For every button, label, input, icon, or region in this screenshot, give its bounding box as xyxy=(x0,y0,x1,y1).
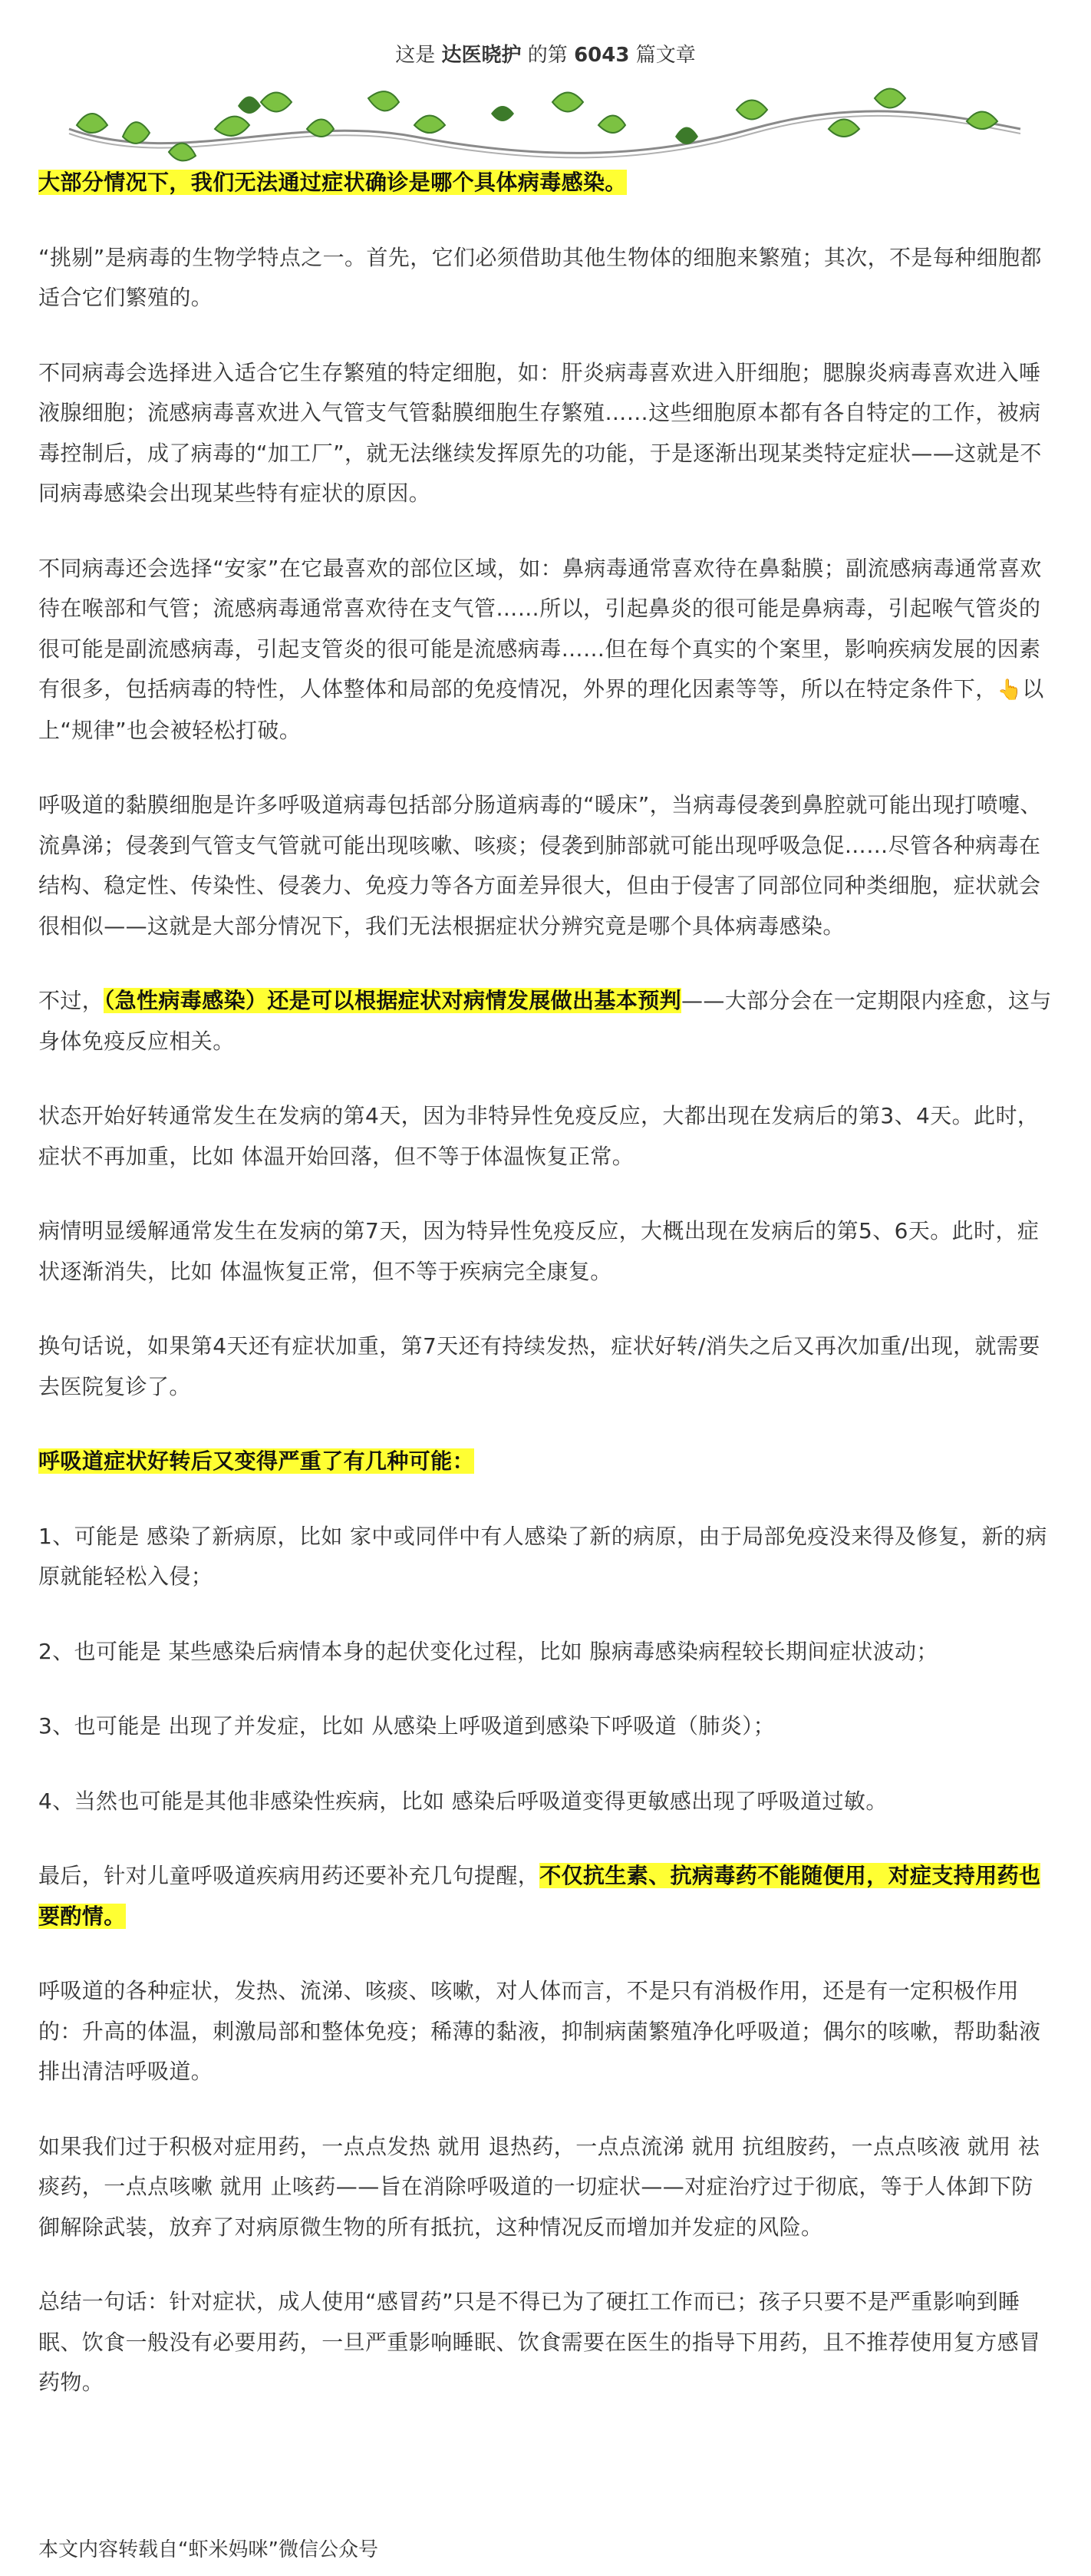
paragraph-text: 不同病毒还会选择“安家”在它最喜欢的部位区域，如：鼻病毒通常喜欢待在鼻黏膜；副流感病毒通常喜欢待在喉部和气管；流感病毒通常喜欢待在支气管……所以，引起鼻炎的很可能是鼻病毒，引起喉气管炎的很可能是副流感病毒，引起支管炎的很可能是流感病毒……但在每个真实的个案里，影响疾病发展的因素有很多，包括病毒的特性，人体整体和局部的免疫情况，外界的理化因素等等，所以在特定条件下， xyxy=(38,555,1042,702)
list-item: 1、可能是 感染了新病原，比如 家中或同伴中有人感染了新的病原，由于局部免疫没来得及修复，新的病原就能轻松入侵； xyxy=(38,1523,1047,1589)
paragraph-text: 以上“规律”也会被轻松打破。 xyxy=(38,676,1044,743)
paragraph: 病情明显缓解通常发生在发病的第7天，因为特异性免疫反应，大概出现在发病后的第5、6天。此时，症状逐渐消失，比如 体温恢复正常，但不等于疾病完全康复。 xyxy=(38,1218,1040,1284)
highlighted-text: 大部分情况下，我们无法通过症状确诊是哪个具体病毒感染。 xyxy=(38,170,627,195)
vine-leaves-decoration-icon xyxy=(61,83,1030,167)
article-count-header xyxy=(0,40,1091,71)
paragraph xyxy=(38,1856,1053,1937)
paragraph: 呼吸道的各种症状，发热、流涕、咳痰、咳嗽，对人体而言，不是只有消极作用，还是有一定积极作用的：升高的体温，刺激局部和整体免疫；稀薄的黏液，抑制病菌繁殖净化呼吸道；偶尔的咳嗽，帮助黏液排出清洁呼吸道。 xyxy=(38,1978,1041,2084)
intro-headline xyxy=(38,163,1053,203)
list-item: 3、也可能是 出现了并发症，比如 从感染上呼吸道到感染下呼吸道（肺炎）； xyxy=(38,1713,776,1739)
header-middle: 的第 xyxy=(521,44,575,67)
author-name: 达医晓护 xyxy=(441,44,522,67)
paragraph-text: 最后，针对儿童呼吸道疾病用药还要补充几句提醒， xyxy=(38,1863,540,1888)
list-item: 4、当然也可能是其他非感染性疾病，比如 感染后呼吸道变得更敏感出现了呼吸道过敏。 xyxy=(38,1788,888,1814)
paragraph-text: 不过， xyxy=(38,988,104,1013)
article-body xyxy=(38,163,1053,2438)
paragraph: 总结一句话：针对症状，成人使用“感冒药”只是不得已为了硬扛工作而已；孩子只要不是严重影响到睡眠、饮食一般没有必要用药，一旦严重影响睡眠、饮食需要在医生的指导下用药，且不推荐使用复方感冒药物。 xyxy=(38,2289,1041,2395)
section-heading xyxy=(38,1442,1053,1482)
paragraph: 呼吸道的黏膜细胞是许多呼吸道病毒包括部分肠道病毒的“暖床”，当病毒侵袭到鼻腔就可能出现打喷嚏、流鼻涕；侵袭到气管支气管就可能出现咳嗽、咳痰；侵袭到肺部就可能出现呼吸急促……尽管各种病毒在结构、稳定性、传染性、侵袭力、免疫力等各方面差异很大，但由于侵害了同部位同种类细胞，症状就会很相似——这就是大部分情况下，我们无法根据症状分辨究竟是哪个具体病毒感染。 xyxy=(38,792,1042,939)
header-prefix: 这是 xyxy=(395,44,442,67)
pointing-hand-icon: 👆 xyxy=(997,679,1023,702)
highlighted-text: 不仅抗生素、抗病毒药不能随便用，对症支持用药也要酌情。 xyxy=(38,1863,1041,1929)
paragraph-text: ——大部分会在一定期限内痊愈，这与身体免疫反应相关。 xyxy=(38,988,1052,1054)
header-suffix: 篇文章 xyxy=(629,44,696,67)
paragraph: 状态开始好转通常发生在发病的第4天，因为非特异性免疫反应，大都出现在发病后的第3、4天。此时，症状不再加重，比如 体温开始回落，但不等于体温恢复正常。 xyxy=(38,1103,1040,1169)
paragraph xyxy=(38,549,1053,751)
article-number: 6043 xyxy=(574,44,630,67)
paragraph: 不同病毒会选择进入适合它生存繁殖的特定细胞，如：肝炎病毒喜欢进入肝细胞；腮腺炎病毒喜欢进入唾液腺细胞；流感病毒喜欢进入气管支气管黏膜细胞生存繁殖……这些细胞原本都有各自特定的工作，被病毒控制后，成了病毒的“加工厂”，就无法继续发挥原先的功能，于是逐渐出现某类特定症状——这就是不同病毒感染会出现某些特有症状的原因。 xyxy=(38,359,1042,506)
highlighted-text: （急性病毒感染）还是可以根据症状对病情发展做出基本预判 xyxy=(104,988,682,1013)
source-attribution: 本文内容转载自“虾米妈咪”微信公众号 xyxy=(38,2538,378,2561)
paragraph xyxy=(38,981,1053,1062)
highlighted-text: 呼吸道症状好转后又变得严重了有几种可能： xyxy=(38,1448,475,1474)
paragraph: “挑剔”是病毒的生物学特点之一。首先，它们必须借助其他生物体的细胞来繁殖；其次，不是每种细胞都适合它们繁殖的。 xyxy=(38,244,1042,310)
paragraph: 换句话说，如果第4天还有症状加重，第7天还有持续发热，症状好转/消失之后又再次加重/出现，就需要去医院复诊了。 xyxy=(38,1333,1040,1399)
paragraph: 如果我们过于积极对症用药，一点点发热 就用 退热药，一点点流涕 就用 抗组胺药，一点点咳液 就用 祛痰药，一点点咳嗽 就用 止咳药——旨在消除呼吸道的一切症状——对症治疗过于彻底，等于人体卸下防御解除武装，放弃了对病原微生物的所有抵抗，这种情况反而增加并发症的风险。 xyxy=(38,2133,1040,2240)
list-item: 2、也可能是 某些感染后病情本身的起伏变化过程，比如 腺病毒感染病程较长期间症状波动； xyxy=(38,1638,938,1664)
